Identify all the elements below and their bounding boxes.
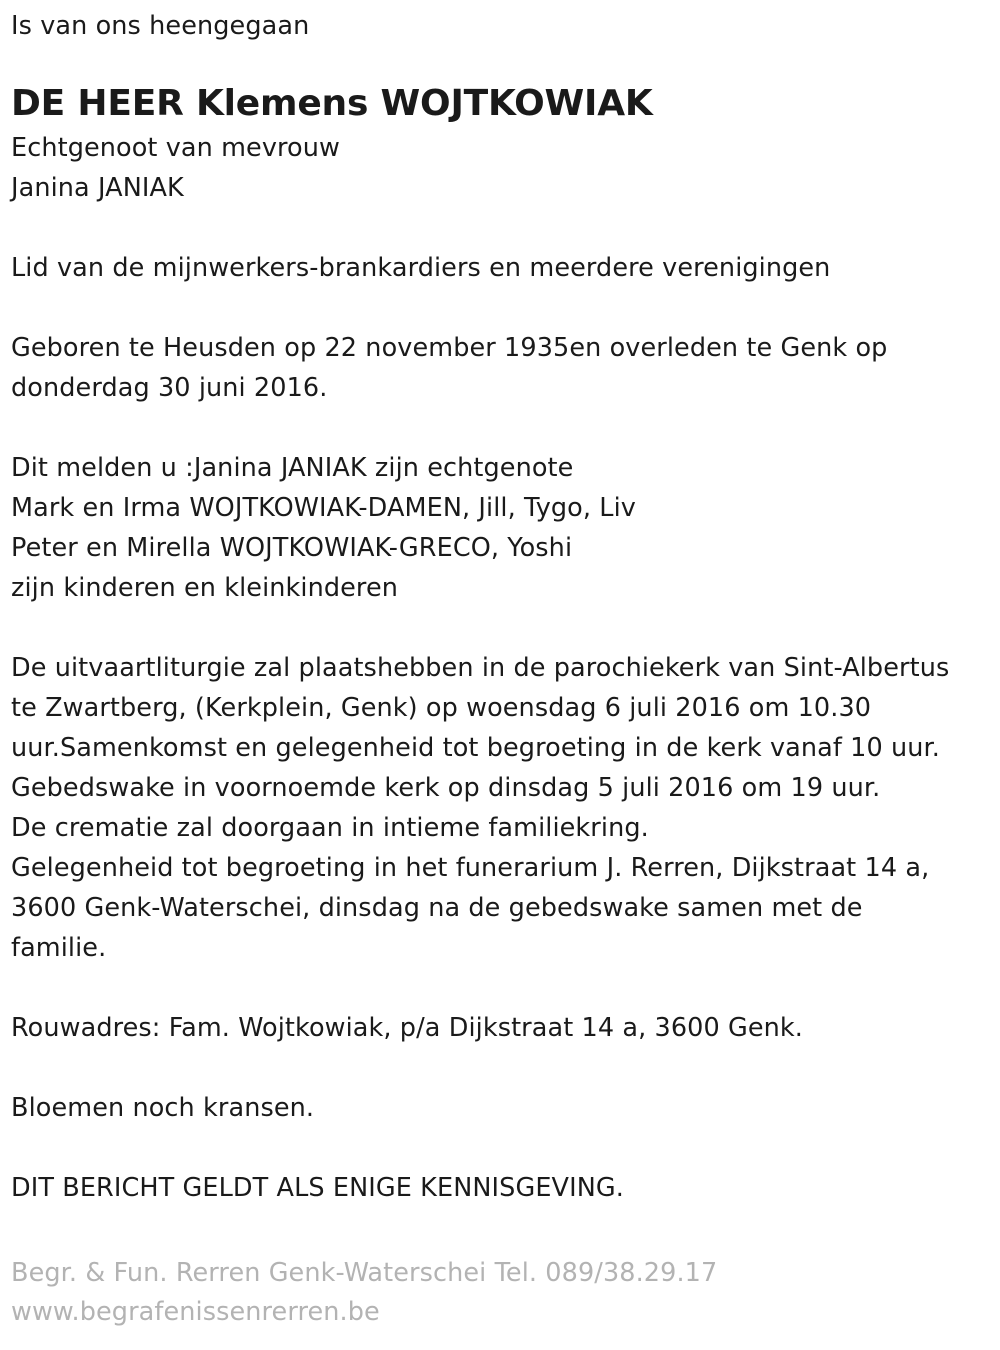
birth-death-section xyxy=(11,328,991,408)
funeral-line: Gebedswake in voornoemde kerk op dinsdag 5 juli 2016 om 19 uur. xyxy=(11,773,881,803)
spouse-section xyxy=(11,128,991,208)
announced-by-line: Peter en Mirella WOJTKOWIAK-GRECO, Yoshi xyxy=(11,533,573,563)
spouse-name: Janina JANIAK xyxy=(11,173,184,203)
funeral-line: uur.Samenkomst en gelegenheid tot begroeting in de kerk vanaf 10 uur. xyxy=(11,733,940,763)
membership-text: Lid van de mijnwerkers-brankardiers en meerdere verenigingen xyxy=(11,253,831,283)
announced-by-line: zijn kinderen en kleinkinderen xyxy=(11,573,398,603)
announced-by-line: Mark en Irma WOJTKOWIAK-DAMEN, Jill, Tygo, Liv xyxy=(11,493,636,523)
funeral-line: De uitvaartliturgie zal plaatshebben in de parochiekerk van Sint-Albertus xyxy=(11,653,950,683)
funeral-line: 3600 Genk-Waterschei, dinsdag na de gebedswake samen met de xyxy=(11,893,863,923)
funeral-section xyxy=(11,648,991,968)
membership-section xyxy=(11,248,991,288)
flowers-text: Bloemen noch kransen. xyxy=(11,1093,315,1123)
announced-by-line: Dit melden u :Janina JANIAK zijn echtgenote xyxy=(11,453,574,483)
undertaker-info: Begr. & Fun. Rerren Genk-Waterschei Tel. 089/38.29.17 xyxy=(11,1258,718,1288)
birth-death-line: Geboren te Heusden op 22 november 1935en overleden te Genk op xyxy=(11,333,888,363)
deceased-name: DE HEER Klemens WOJTKOWIAK xyxy=(11,83,653,124)
mourning-address-section xyxy=(11,1008,991,1048)
website-text: www.begrafenissenrerren.be xyxy=(11,1297,380,1327)
notice-text: DIT BERICHT GELDT ALS ENIGE KENNISGEVING. xyxy=(11,1173,624,1203)
notice-section xyxy=(11,1168,991,1208)
footer xyxy=(11,1254,717,1332)
funeral-line: te Zwartberg, (Kerkplein, Genk) op woensdag 6 juli 2016 om 10.30 xyxy=(11,693,872,723)
flowers-section xyxy=(11,1088,991,1128)
spouse-line: Echtgenoot van mevrouw xyxy=(11,133,340,163)
intro-text: Is van ons heengegaan xyxy=(11,11,310,41)
funeral-line: familie. xyxy=(11,933,107,963)
funeral-line: De crematie zal doorgaan in intieme familiekring. xyxy=(11,813,649,843)
birth-death-line: donderdag 30 juni 2016. xyxy=(11,373,328,403)
death-notice xyxy=(11,6,991,1208)
funeral-line: Gelegenheid tot begroeting in het funerarium J. Rerren, Dijkstraat 14 a, xyxy=(11,853,930,883)
announced-by-section xyxy=(11,448,991,608)
mourning-address: Rouwadres: Fam. Wojtkowiak, p/a Dijkstraat 14 a, 3600 Genk. xyxy=(11,1013,803,1043)
